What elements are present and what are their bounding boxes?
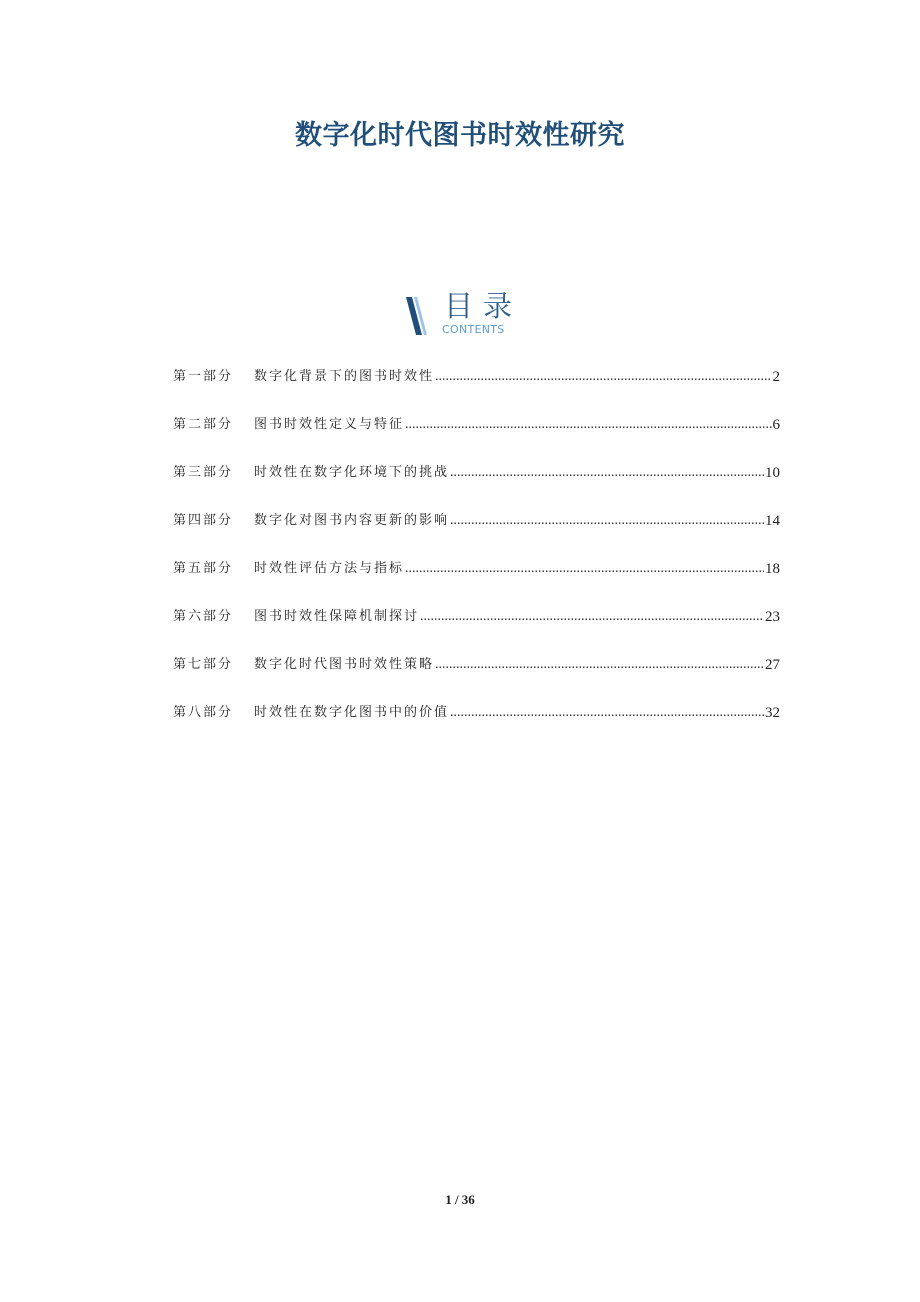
book-stripes-icon xyxy=(404,295,434,337)
toc-dot-leader xyxy=(435,651,764,679)
toc-list xyxy=(173,363,780,747)
toc-dot-leader xyxy=(435,363,771,391)
toc-page-number: 10 xyxy=(765,465,780,481)
toc-entry-title: 时效性在数字化图书中的价值 xyxy=(254,705,450,720)
toc-part-label: 第七部分 xyxy=(173,657,234,672)
toc-entry-title: 图书时效性定义与特征 xyxy=(254,417,405,432)
page-number-footer: 1 / 36 xyxy=(445,1192,475,1207)
toc-entry-part-2[interactable] xyxy=(173,411,780,459)
toc-dot-leader xyxy=(420,603,764,631)
toc-page-number: 14 xyxy=(765,513,780,529)
toc-page-number: 23 xyxy=(765,609,780,625)
toc-dot-leader xyxy=(405,555,764,583)
toc-part-label: 第三部分 xyxy=(173,465,234,480)
toc-dot-leader xyxy=(450,699,764,727)
toc-entry-part-4[interactable] xyxy=(173,507,780,555)
toc-part-label: 第八部分 xyxy=(173,705,234,720)
toc-entry-part-8[interactable] xyxy=(173,699,780,747)
toc-dot-leader xyxy=(405,411,771,439)
toc-entry-part-7[interactable] xyxy=(173,651,780,699)
document-title: 数字化时代图书时效性研究 xyxy=(295,120,625,151)
toc-dot-leader xyxy=(450,507,764,535)
toc-page-number: 27 xyxy=(765,657,780,673)
toc-entry-title: 数字化时代图书时效性策略 xyxy=(254,657,435,672)
toc-entry-title: 时效性评估方法与指标 xyxy=(254,561,405,576)
toc-heading: 目录 xyxy=(444,289,523,323)
toc-entry-title: 时效性在数字化环境下的挑战 xyxy=(254,465,450,480)
toc-page-number: 2 xyxy=(772,369,780,385)
toc-entry-part-6[interactable] xyxy=(173,603,780,651)
toc-part-label: 第五部分 xyxy=(173,561,234,576)
toc-subheading: CONTENTS xyxy=(442,323,505,336)
toc-entry-part-3[interactable] xyxy=(173,459,780,507)
toc-dot-leader xyxy=(450,459,764,487)
toc-entry-part-1[interactable] xyxy=(173,363,780,411)
toc-page-number: 32 xyxy=(765,705,780,721)
toc-entry-title: 数字化背景下的图书时效性 xyxy=(254,369,435,384)
toc-page-number: 18 xyxy=(765,561,780,577)
toc-part-label: 第一部分 xyxy=(173,369,234,384)
toc-entry-title: 数字化对图书内容更新的影响 xyxy=(254,513,450,528)
toc-entry-part-5[interactable] xyxy=(173,555,780,603)
toc-part-label: 第二部分 xyxy=(173,417,234,432)
toc-part-label: 第六部分 xyxy=(173,609,234,624)
toc-header xyxy=(404,289,524,339)
toc-page-number: 6 xyxy=(772,417,780,433)
toc-entry-title: 图书时效性保障机制探讨 xyxy=(254,609,420,624)
toc-part-label: 第四部分 xyxy=(173,513,234,528)
